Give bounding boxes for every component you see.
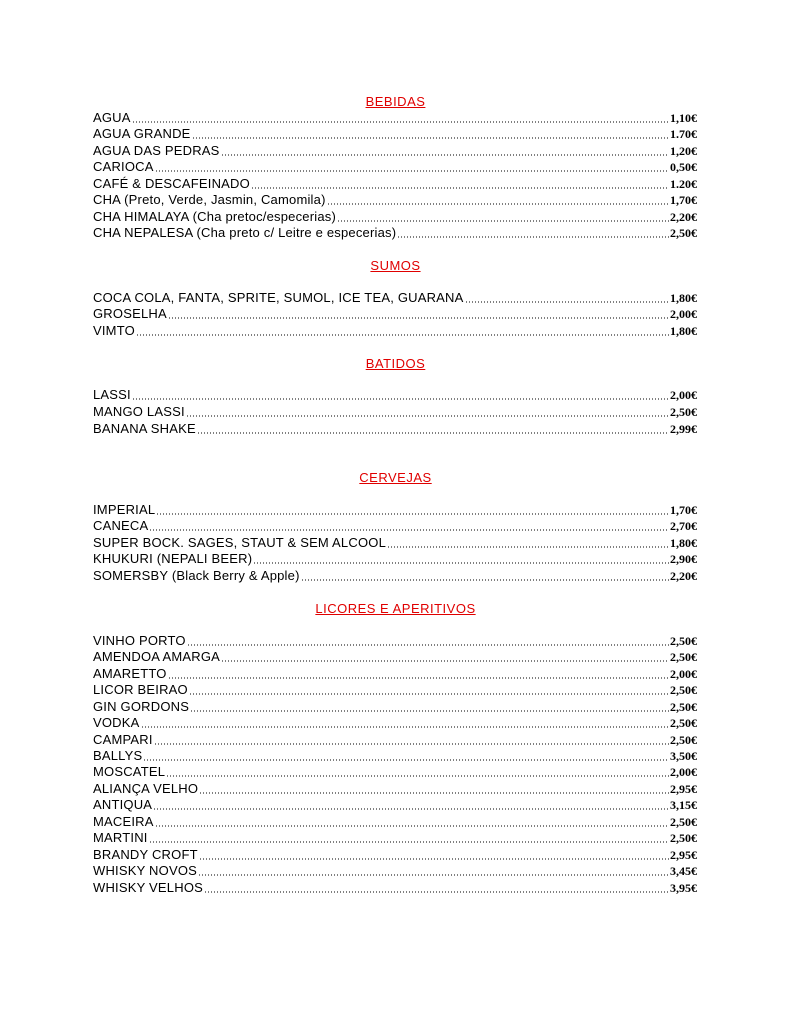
item-price: 2,20€ xyxy=(670,210,697,224)
dot-leader xyxy=(221,660,669,662)
dot-leader xyxy=(166,775,669,777)
item-price: 2,50€ xyxy=(670,831,697,845)
menu-item xyxy=(93,387,697,403)
item-name: AGUA xyxy=(93,110,131,125)
section-title-sumos: SUMOS xyxy=(370,258,421,273)
item-price: 2,00€ xyxy=(670,765,697,779)
dot-leader xyxy=(136,334,669,336)
item-name: COCA COLA, FANTA, SPRITE, SUMOL, ICE TEA, GUARANA xyxy=(93,290,464,305)
item-name: GIN GORDONS xyxy=(93,699,190,714)
menu-item xyxy=(93,176,697,192)
item-price: 2,50€ xyxy=(670,405,697,419)
menu-item xyxy=(93,797,697,813)
item-price: 1.20€ xyxy=(670,177,697,191)
item-price: 2,90€ xyxy=(670,552,697,566)
item-name: AGUA DAS PEDRAS xyxy=(93,143,220,158)
dot-leader xyxy=(186,415,669,417)
item-price: 0,50€ xyxy=(670,160,697,174)
item-name: WHISKY NOVOS xyxy=(93,863,198,878)
dot-leader xyxy=(221,154,669,156)
item-price: 2,50€ xyxy=(670,733,697,747)
dot-leader xyxy=(397,236,669,238)
dot-leader xyxy=(301,579,669,581)
dot-leader xyxy=(190,710,669,712)
item-price: 2,50€ xyxy=(670,226,697,240)
dot-leader xyxy=(387,546,669,548)
menu-item xyxy=(93,290,697,306)
menu-item xyxy=(93,764,697,780)
menu-item xyxy=(93,732,697,748)
menu-item xyxy=(93,551,697,567)
menu-item xyxy=(93,192,697,208)
menu-item xyxy=(93,880,697,896)
menu-item xyxy=(93,633,697,649)
item-price: 2,20€ xyxy=(670,569,697,583)
dot-leader xyxy=(189,693,669,695)
item-name: LASSI xyxy=(93,387,131,402)
item-name: MARTINI xyxy=(93,830,148,845)
menu-item xyxy=(93,518,697,534)
section-title-cervejas: CERVEJAS xyxy=(359,470,432,485)
item-name: CAFÉ & DESCAFEINADO xyxy=(93,176,250,191)
item-name: WHISKY VELHOS xyxy=(93,880,204,895)
dot-leader xyxy=(153,808,669,810)
item-name: CHA (Preto, Verde, Jasmin, Camomila) xyxy=(93,192,326,207)
item-price: 3,45€ xyxy=(670,864,697,878)
menu-item xyxy=(93,830,697,846)
dot-leader xyxy=(327,203,669,205)
dot-leader xyxy=(132,398,669,400)
dot-leader xyxy=(199,858,669,860)
item-name: CHA HIMALAYA (Cha pretoc/especerias) xyxy=(93,209,336,224)
item-name: ALIANÇA VELHO xyxy=(93,781,199,796)
menu-item xyxy=(93,502,697,518)
item-name: CARIOCA xyxy=(93,159,154,174)
menu-item xyxy=(93,421,697,437)
dot-leader xyxy=(168,317,669,319)
menu-item xyxy=(93,649,697,665)
section-title-licores: LICORES E APERITIVOS xyxy=(315,601,476,616)
item-name: SOMERSBY (Black Berry & Apple) xyxy=(93,568,300,583)
item-name: VIMTO xyxy=(93,323,135,338)
item-price: 2,00€ xyxy=(670,388,697,402)
item-name: SUPER BOCK. SAGES, STAUT & SEM ALCOOL xyxy=(93,535,386,550)
menu-item xyxy=(93,225,697,241)
menu-item xyxy=(93,748,697,764)
item-name: CAMPARI xyxy=(93,732,153,747)
item-price: 2,95€ xyxy=(670,782,697,796)
item-name: GROSELHA xyxy=(93,306,167,321)
item-name: MACEIRA xyxy=(93,814,154,829)
item-price: 2,99€ xyxy=(670,422,697,436)
dot-leader xyxy=(156,513,669,515)
item-price: 2,00€ xyxy=(670,307,697,321)
item-name: ANTIQUA xyxy=(93,797,153,812)
item-name: MOSCATEL xyxy=(93,764,166,779)
item-name: KHUKURI (NEPALI BEER) xyxy=(93,551,253,566)
item-name: VINHO PORTO xyxy=(93,633,186,648)
dot-leader xyxy=(149,529,669,531)
item-price: 3,95€ xyxy=(670,881,697,895)
item-price: 3,15€ xyxy=(670,798,697,812)
item-name: BANANA SHAKE xyxy=(93,421,196,436)
item-name: CHA NEPALESA (Cha preto c/ Leitre e especerias) xyxy=(93,225,397,240)
item-price: 2,95€ xyxy=(670,848,697,862)
item-price: 2,70€ xyxy=(670,519,697,533)
dot-leader xyxy=(465,301,669,303)
item-price: 1,20€ xyxy=(670,144,697,158)
menu-item xyxy=(93,863,697,879)
item-price: 2,50€ xyxy=(670,815,697,829)
item-price: 2,50€ xyxy=(670,700,697,714)
section-title-bebidas: BEBIDAS xyxy=(365,94,426,109)
menu-item xyxy=(93,209,697,225)
dot-leader xyxy=(253,562,669,564)
item-price: 1,70€ xyxy=(670,193,697,207)
item-name: AMENDOA AMARGA xyxy=(93,649,221,664)
menu-item xyxy=(93,404,697,420)
dot-leader xyxy=(204,891,669,893)
dot-leader xyxy=(143,759,669,761)
dot-leader xyxy=(132,121,669,123)
dot-leader xyxy=(168,677,669,679)
item-price: 2,00€ xyxy=(670,667,697,681)
menu-item xyxy=(93,699,697,715)
dot-leader xyxy=(155,825,669,827)
item-price: 2,50€ xyxy=(670,634,697,648)
item-name: MANGO LASSI xyxy=(93,404,185,419)
item-name: CANECA xyxy=(93,518,149,533)
menu-item xyxy=(93,814,697,830)
menu-item xyxy=(93,143,697,159)
item-price: 1.70€ xyxy=(670,127,697,141)
dot-leader xyxy=(192,137,669,139)
menu-item xyxy=(93,126,697,142)
item-name: AGUA GRANDE xyxy=(93,126,191,141)
dot-leader xyxy=(141,726,669,728)
menu-item xyxy=(93,110,697,126)
menu-item xyxy=(93,715,697,731)
item-price: 1,70€ xyxy=(670,503,697,517)
dot-leader xyxy=(197,432,669,434)
menu-item xyxy=(93,682,697,698)
dot-leader xyxy=(155,170,669,172)
section-title-batidos: BATIDOS xyxy=(365,356,426,371)
item-name: BRANDY CROFT xyxy=(93,847,198,862)
dot-leader xyxy=(187,644,669,646)
dot-leader xyxy=(337,220,669,222)
menu-item xyxy=(93,781,697,797)
item-price: 1,80€ xyxy=(670,291,697,305)
item-price: 1,80€ xyxy=(670,536,697,550)
item-price: 2,50€ xyxy=(670,650,697,664)
item-name: IMPERIAL xyxy=(93,502,156,517)
item-name: VODKA xyxy=(93,715,140,730)
item-price: 2,50€ xyxy=(670,716,697,730)
item-name: AMARETTO xyxy=(93,666,167,681)
menu-item xyxy=(93,323,697,339)
dot-leader xyxy=(149,841,669,843)
menu-item xyxy=(93,535,697,551)
menu-item xyxy=(93,568,697,584)
dot-leader xyxy=(251,187,669,189)
item-price: 1,10€ xyxy=(670,111,697,125)
item-price: 3,50€ xyxy=(670,749,697,763)
item-price: 1,80€ xyxy=(670,324,697,338)
menu-item xyxy=(93,306,697,322)
item-price: 2,50€ xyxy=(670,683,697,697)
menu-item xyxy=(93,666,697,682)
dot-leader xyxy=(199,792,669,794)
dot-leader xyxy=(198,874,669,876)
item-name: BALLYS xyxy=(93,748,143,763)
dot-leader xyxy=(154,743,669,745)
item-name: LICOR BEIRAO xyxy=(93,682,188,697)
menu-item xyxy=(93,159,697,175)
menu-item xyxy=(93,847,697,863)
